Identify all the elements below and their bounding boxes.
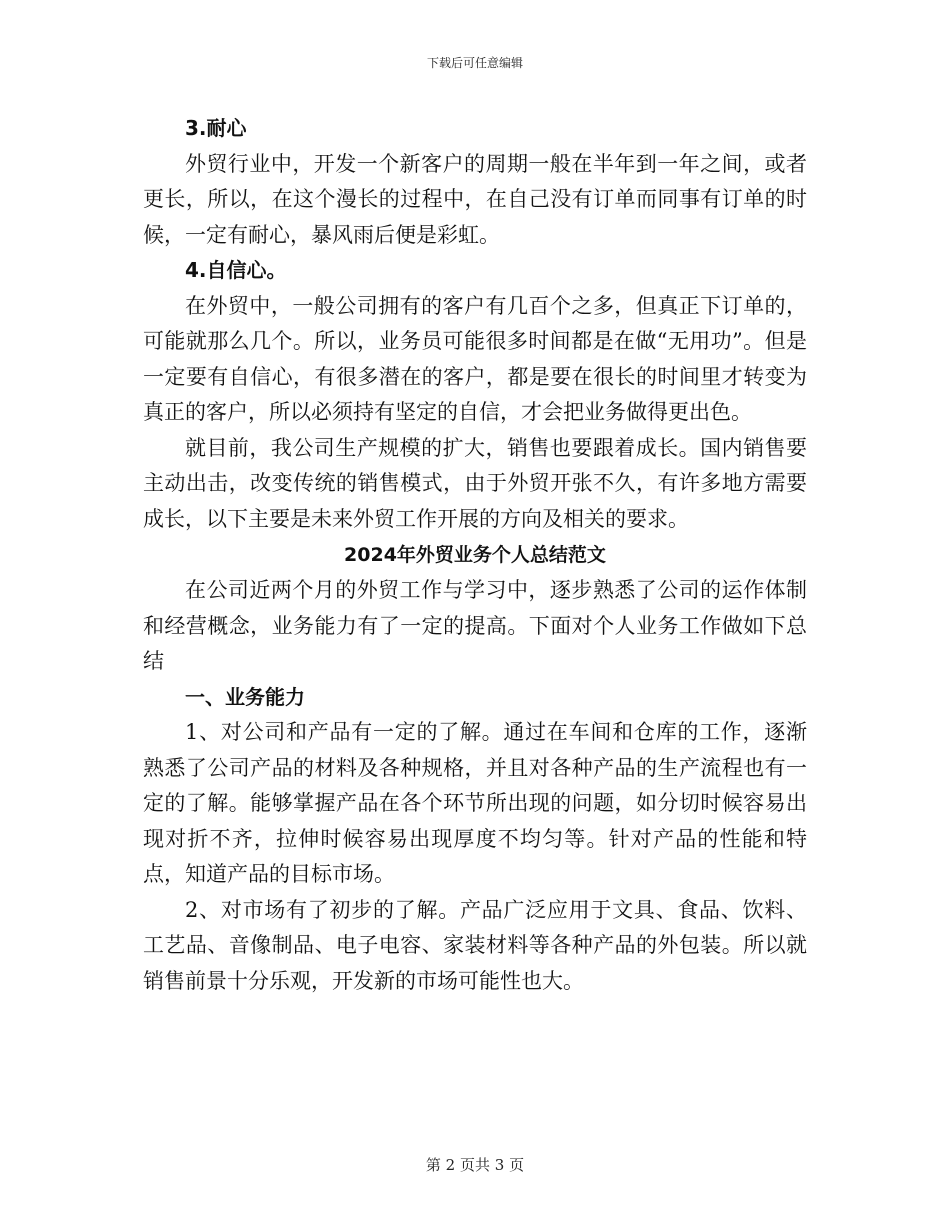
heading-confidence: 4.自信心。	[185, 258, 287, 282]
paragraph-item-1: 1、对公司和产品有一定的了解。通过在车间和仓库的工作，逐渐熟悉了公司产品的材料及各种规格，并且对各种产品的生产流程也有一定的了解。能够掌握产品在各个环节所出现的问题，如分切时候容易出现对折不齐，拉伸时候容易出现厚度不均匀等。针对产品的性能和特点，知道产品的目标市场。	[143, 720, 807, 886]
page-header: 下载后可任意编辑	[426, 56, 523, 70]
paragraph-confidence: 在外贸中，一般公司拥有的客户有几百个之多，但真正下订单的，可能就那么几个。所以，业务员可能很多时间都是在做“无用功”。但是一定要有自信心，有很多潜在的客户，都是要在很长的时间里才转变为真正的客户，所以必须持有坚定的自信，才会把业务做得更出色。	[143, 293, 807, 424]
paragraph-intro: 在公司近两个月的外贸工作与学习中，逐步熟悉了公司的运作体制和经营概念，业务能力有了一定的提高。下面对个人业务工作做如下总结	[143, 578, 807, 673]
heading-patience: 3.耐心	[185, 116, 247, 140]
paragraph-item-2: 2、对市场有了初步的了解。产品广泛应用于文具、食品、饮料、工艺品、音像制品、电子电容、家装材料等各种产品的外包装。所以就销售前景十分乐观，开发新的市场可能性也大。	[143, 897, 807, 993]
page-footer: 第 2 页共 3 页	[425, 1156, 525, 1174]
document-body	[143, 111, 807, 999]
article-title: 2024年外贸业务个人总结范文	[344, 544, 606, 566]
paragraph-patience: 外贸行业中，开发一个新客户的周期一般在半年到一年之间，或者更长，所以，在这个漫长的过程中，在自己没有订单而同事有订单的时候，一定有耐心，暴风雨后便是彩虹。	[143, 151, 807, 247]
heading-business-ability: 一、业务能力	[185, 684, 305, 709]
paragraph-outlook: 就目前，我公司生产规模的扩大，销售也要跟着成长。国内销售要主动出击，改变传统的销售模式，由于外贸开张不久，有许多地方需要成长，以下主要是未来外贸工作开展的方向及相关的要求。	[143, 435, 807, 531]
